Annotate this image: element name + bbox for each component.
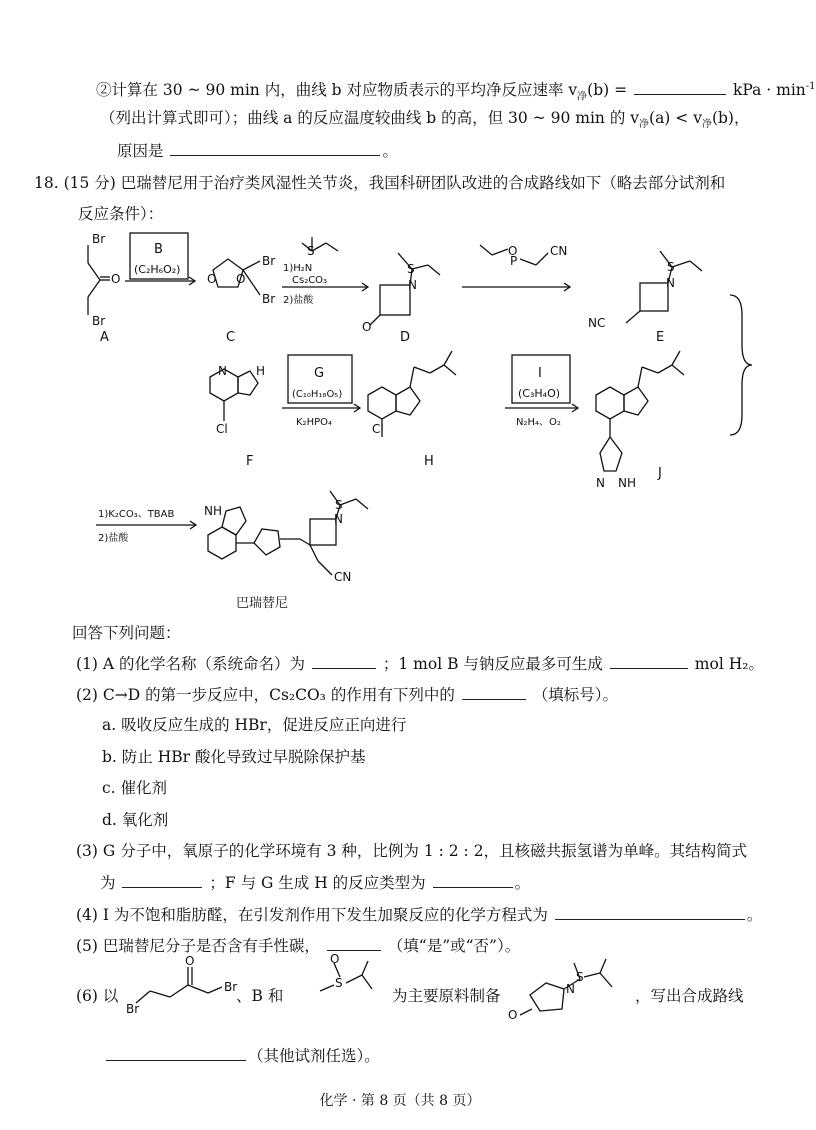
answer-blank-4[interactable] bbox=[555, 903, 745, 920]
text: -1 bbox=[805, 81, 816, 92]
q18-4 bbox=[76, 903, 762, 926]
reagent-cd-2: Cs₂CO₃ bbox=[292, 275, 328, 286]
answer-blank-6[interactable] bbox=[106, 1044, 246, 1061]
reagent-G-formula: (C₁₀H₁₈O₅) bbox=[292, 389, 343, 400]
compound-label-J: J bbox=[658, 466, 662, 481]
q18-6-c: 为主要原料制备 bbox=[392, 987, 501, 1005]
text: (1) A 的化学名称（系统命名）为 bbox=[76, 655, 306, 673]
atom-label: Br bbox=[92, 314, 106, 328]
atom-label: NC bbox=[588, 316, 606, 330]
text: (b)， bbox=[711, 109, 750, 127]
atom-label: NH bbox=[618, 476, 636, 490]
atom-label: O bbox=[362, 320, 372, 334]
reagent-final-2: 2)盐酸 bbox=[98, 533, 129, 544]
atom-label: N bbox=[596, 476, 605, 490]
reagent-G: G bbox=[314, 366, 325, 381]
text: 。 bbox=[746, 906, 763, 924]
compound-label-A: A bbox=[100, 330, 109, 345]
atom-label: N bbox=[666, 276, 675, 290]
option-d: d. 氧化剂 bbox=[102, 811, 169, 829]
atom-label: S bbox=[576, 970, 584, 984]
text: (b) = bbox=[587, 81, 628, 100]
answer-blank-5[interactable] bbox=[327, 934, 381, 951]
reagent-fh: K₂HPO₄ bbox=[296, 417, 332, 428]
atom-label: Cl bbox=[216, 422, 228, 436]
q18-6-d: ，写出合成路线 bbox=[635, 987, 744, 1005]
atom-label: P bbox=[510, 254, 518, 268]
atom-label: NH bbox=[204, 504, 222, 518]
text: 为 bbox=[100, 874, 116, 892]
text: (6) 以 bbox=[76, 987, 119, 1005]
atom-label: N bbox=[566, 982, 575, 996]
atom-label: O bbox=[207, 272, 217, 286]
reagent-B-formula: (C₂H₆O₂) bbox=[134, 263, 181, 276]
atom-label: S bbox=[667, 260, 675, 274]
atom-label: Cl bbox=[372, 422, 384, 436]
text: （列出计算式即可）；曲线 a 的反应温度较曲线 b 的高，但 30 ~ 90 min 的 v bbox=[100, 109, 640, 127]
text: （其他试剂任选）。 bbox=[248, 1047, 380, 1065]
text: 净 bbox=[639, 119, 650, 131]
q18-2 bbox=[76, 683, 618, 706]
atom-label: O bbox=[508, 244, 518, 258]
compound-label-F: F bbox=[246, 454, 254, 469]
text: (2) C→D 的第一步反应中，Cs₂CO₃ 的作用有下列中的 bbox=[76, 686, 455, 704]
text: 。 bbox=[514, 874, 531, 892]
page-footer: 化学 · 第 8 页（共 8 页） bbox=[319, 1093, 481, 1109]
atom-label: Br bbox=[126, 1002, 140, 1016]
atom-label: N bbox=[408, 278, 417, 292]
atom-label: Br bbox=[224, 980, 238, 994]
q18-6-line2 bbox=[104, 1044, 380, 1067]
text: （填“是”或“否”）。 bbox=[387, 937, 521, 955]
atom-label: N bbox=[218, 364, 227, 378]
atom-label: S bbox=[407, 262, 415, 276]
text: 净 bbox=[701, 119, 712, 131]
atom-label: O bbox=[330, 952, 340, 966]
q18-6-b: 、B 和 bbox=[236, 987, 284, 1005]
compound-label-H: H bbox=[424, 454, 434, 469]
q17-part2-line2 bbox=[100, 107, 749, 136]
q18-1 bbox=[76, 652, 764, 675]
answer-blank-3a[interactable] bbox=[122, 871, 202, 888]
reagent-B: B bbox=[154, 242, 163, 257]
compound-label-E: E bbox=[656, 330, 665, 345]
q18-6-line1 bbox=[76, 985, 118, 1007]
atom-label: S bbox=[335, 498, 343, 512]
text: 净 bbox=[577, 91, 588, 103]
atom-label: S bbox=[335, 976, 343, 990]
text: (5) 巴瑞替尼分子是否含有手性碳， bbox=[76, 937, 320, 955]
q18-3-line2 bbox=[100, 871, 530, 894]
text: ②计算在 30 ~ 90 min 内，曲线 b 对应物质表示的平均净反应速率 v bbox=[96, 81, 578, 100]
answer-blank-2[interactable] bbox=[462, 683, 526, 700]
atom-label: S bbox=[307, 244, 315, 258]
synthesis-scheme bbox=[0, 225, 800, 625]
answer-blank-reason[interactable] bbox=[170, 139, 380, 156]
reagent-I-formula: (C₃H₄O) bbox=[518, 387, 561, 400]
reagent-I: I bbox=[538, 366, 542, 381]
answer-blank-1a[interactable] bbox=[312, 652, 376, 669]
atom-label: N bbox=[334, 512, 343, 526]
text: kPa · min bbox=[732, 81, 806, 100]
answer-blank-3b[interactable] bbox=[433, 871, 513, 888]
atom-label: Br bbox=[262, 254, 276, 268]
answer-blank-1b[interactable] bbox=[610, 652, 688, 669]
q17-part2-line1 bbox=[96, 76, 816, 108]
compound-label-C: C bbox=[226, 330, 236, 345]
option-b: b. 防止 HBr 酸化导致过早脱除保护基 bbox=[102, 748, 366, 766]
q18-3-line1: (3) G 分子中，氧原子的化学环境有 3 种，比例为 1 : 2 : 2，且核磁共振氢谱为单峰。其结构简式 bbox=[76, 842, 748, 860]
atom-label: O bbox=[508, 1008, 518, 1022]
text: (4) I 为不饱和脂肪醛，在引发剂作用下发生加聚反应的化学方程式为 bbox=[76, 906, 548, 924]
compound-label-D: D bbox=[400, 330, 411, 345]
atom-label: CN bbox=[550, 244, 568, 258]
text: (a) < v bbox=[649, 109, 702, 127]
atom-label: Br bbox=[92, 232, 106, 246]
answer-prompt: 回答下列问题： bbox=[72, 624, 181, 642]
reagent-cd-1: 1)H₂N bbox=[283, 263, 313, 274]
text: 原因是 bbox=[117, 142, 164, 160]
product-label: 巴瑞替尼 bbox=[236, 596, 289, 611]
atom-label: O bbox=[236, 272, 246, 286]
text: 。 bbox=[382, 142, 398, 160]
option-c: c. 催化剂 bbox=[102, 779, 168, 797]
reagent-cd-3: 2)盐酸 bbox=[283, 295, 314, 306]
atom-label: O bbox=[111, 272, 121, 286]
text: mol H₂。 bbox=[694, 655, 764, 673]
option-a: a. 吸收反应生成的 HBr，促进反应正向进行 bbox=[102, 716, 407, 734]
text: （填标号）。 bbox=[532, 686, 618, 704]
reagent-final-1: 1)K₂CO₃、TBAB bbox=[98, 509, 175, 520]
answer-blank-rate[interactable] bbox=[634, 78, 726, 95]
atom-label: CN bbox=[334, 570, 352, 584]
atom-label: H bbox=[256, 364, 266, 378]
text: ；F 与 G 生成 H 的反应类型为 bbox=[209, 874, 426, 892]
q18-intro-2: 反应条件）： bbox=[78, 205, 164, 223]
atom-label: Br bbox=[262, 292, 276, 306]
atom-label: O bbox=[185, 954, 195, 968]
q18-intro-1: 18. (15 分) 巴瑞替尼用于治疗类风湿性关节炎，我国科研团队改进的合成路线如下（略去部分试剂和 bbox=[34, 174, 726, 192]
reagent-hj: N₂H₄、O₂ bbox=[516, 417, 561, 428]
q17-part2-line3 bbox=[117, 139, 398, 162]
text: ；1 mol B 与钠反应最多可生成 bbox=[382, 655, 603, 673]
q18-5 bbox=[76, 934, 520, 957]
